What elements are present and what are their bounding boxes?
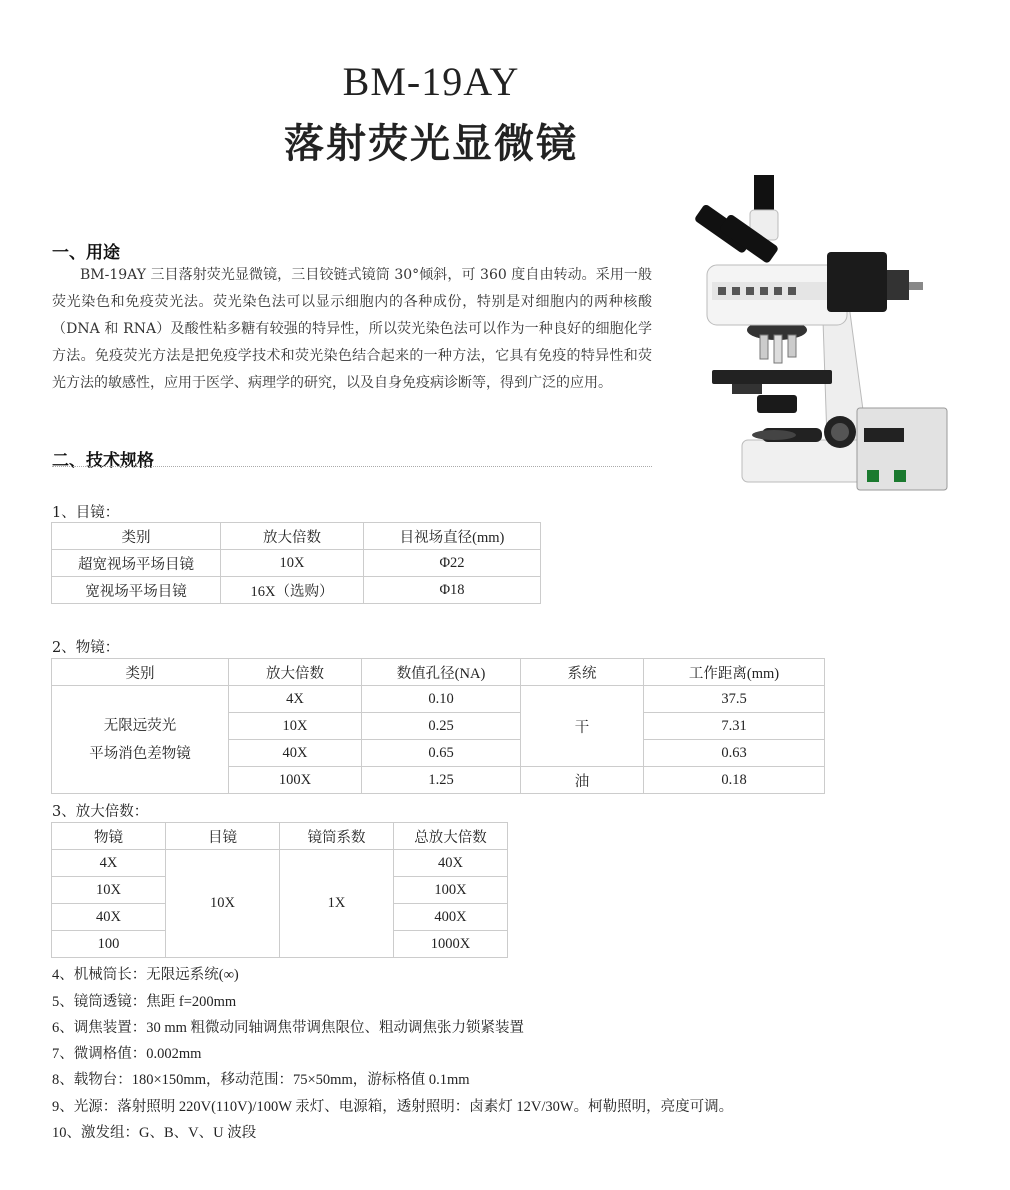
eyepiece-table xyxy=(51,522,541,604)
table-header-cell: 数值孔径(NA) xyxy=(362,659,521,686)
table-cell: 10X xyxy=(166,850,280,958)
table-header-cell: 总放大倍数 xyxy=(394,823,508,850)
table-header-cell: 工作距离(mm) xyxy=(644,659,825,686)
table-row xyxy=(52,659,825,686)
table-row xyxy=(52,686,825,713)
table-header-cell: 类别 xyxy=(52,659,229,686)
spec-line-item: 7、微调格值：0.002mm xyxy=(52,1046,202,1062)
specs-heading: 二、技术规格 xyxy=(52,451,154,471)
table-header-cell: 物镜 xyxy=(52,823,166,850)
table-cell: 100 xyxy=(52,931,166,958)
table-row xyxy=(52,550,541,577)
table-row xyxy=(52,850,508,877)
microscope-image xyxy=(662,170,964,510)
usage-heading: 一、用途 xyxy=(52,243,120,263)
table-header-cell: 类别 xyxy=(52,523,221,550)
table-cell: 40X xyxy=(52,904,166,931)
table-cell: 400X xyxy=(394,904,508,931)
spec-line-item: 10、激发组：G、B、V、U 波段 xyxy=(52,1125,257,1141)
objective-title: 2、物镜： xyxy=(52,640,120,656)
table-cell: Φ18 xyxy=(364,577,541,604)
table-cell: 4X xyxy=(229,686,362,713)
table-cell: 4X xyxy=(52,850,166,877)
table-cell: 37.5 xyxy=(644,686,825,713)
table-cell: 0.18 xyxy=(644,767,825,794)
spec-line-item: 8、载物台：180×150mm，移动范围：75×50mm，游标格值 0.1mm xyxy=(52,1072,470,1088)
table-header-cell: 系统 xyxy=(521,659,644,686)
table-cell: 7.31 xyxy=(644,713,825,740)
table-row xyxy=(52,523,541,550)
table-row xyxy=(52,577,541,604)
table-cell: 40X xyxy=(229,740,362,767)
table-cell: 1X xyxy=(280,850,394,958)
table-cell: 1000X xyxy=(394,931,508,958)
eyepiece-title: 1、目镜： xyxy=(52,505,120,521)
spec-line-item: 5、镜筒透镜：焦距 f=200mm xyxy=(52,994,237,1010)
objective-table xyxy=(51,658,825,794)
spec-line-item: 6、调焦装置：30 mm 粗微动同轴调焦带调焦限位、粗动调焦张力锁紧装置 xyxy=(52,1020,525,1036)
table-cell: 40X xyxy=(394,850,508,877)
table-cell: 1.25 xyxy=(362,767,521,794)
usage-paragraph: BM-19AY 三目落射荧光显微镜，三目铰链式镜筒 30°倾斜，可 360 度自由转动。采用一般荧光染色和免疫荧光法。荧光染色法可以显示细胞内的各种成份，特别是对细胞内的两种核酸（DNA 和 RNA）及酸性粘多糖有较强的特异性，所以荧光染色法可以作为一种良好的细胞化学方法。免疫荧光方法是把免疫学技术和荧光染色结合起来的一种方法，它具有免疫的特异性和荧光方法的敏感性，应用于医学、病理学的研究，以及自身免疫病诊断等，得到广泛的应用。 xyxy=(52,267,652,391)
table-cell: 超宽视场平场目镜 xyxy=(52,550,221,577)
objective-type-line: 无限远荧光 xyxy=(103,717,177,734)
table-cell: 16X（选购） xyxy=(221,577,364,604)
table-header-cell: 目视场直径(mm) xyxy=(364,523,541,550)
table-header-cell: 镜筒系数 xyxy=(280,823,394,850)
table-cell: 宽视场平场目镜 xyxy=(52,577,221,604)
magnification-table xyxy=(51,822,508,958)
product-name: 落射荧光显微镜 xyxy=(284,121,578,167)
table-cell: 0.25 xyxy=(362,713,521,740)
table-cell: 10X xyxy=(221,550,364,577)
table-header-cell: 目镜 xyxy=(166,823,280,850)
objective-type-line: 平场消色差物镜 xyxy=(89,745,191,762)
spec-line-item: 4、机械筒长：无限远系统(∞) xyxy=(52,967,239,983)
table-cell: 0.63 xyxy=(644,740,825,767)
table-cell: 0.10 xyxy=(362,686,521,713)
spec-line-item: 9、光源：落射照明 220V(110V)/100W 汞灯、电源箱，透射照明：卤素灯 12V/30W。柯勒照明，亮度可调。 xyxy=(52,1099,734,1115)
table-cell: 0.65 xyxy=(362,740,521,767)
table-cell: Φ22 xyxy=(364,550,541,577)
table-cell: 10X xyxy=(229,713,362,740)
table-header-cell: 放大倍数 xyxy=(221,523,364,550)
table-cell: 100X xyxy=(229,767,362,794)
table-cell: 油 xyxy=(521,767,644,794)
magnification-title: 3、放大倍数： xyxy=(52,804,149,820)
product-model: BM-19AY xyxy=(342,59,520,104)
objective-type-cell xyxy=(52,686,229,794)
table-header-cell: 放大倍数 xyxy=(229,659,362,686)
table-row xyxy=(52,823,508,850)
table-cell: 10X xyxy=(52,877,166,904)
section-divider xyxy=(52,466,652,467)
table-cell: 100X xyxy=(394,877,508,904)
table-cell: 干 xyxy=(521,686,644,767)
